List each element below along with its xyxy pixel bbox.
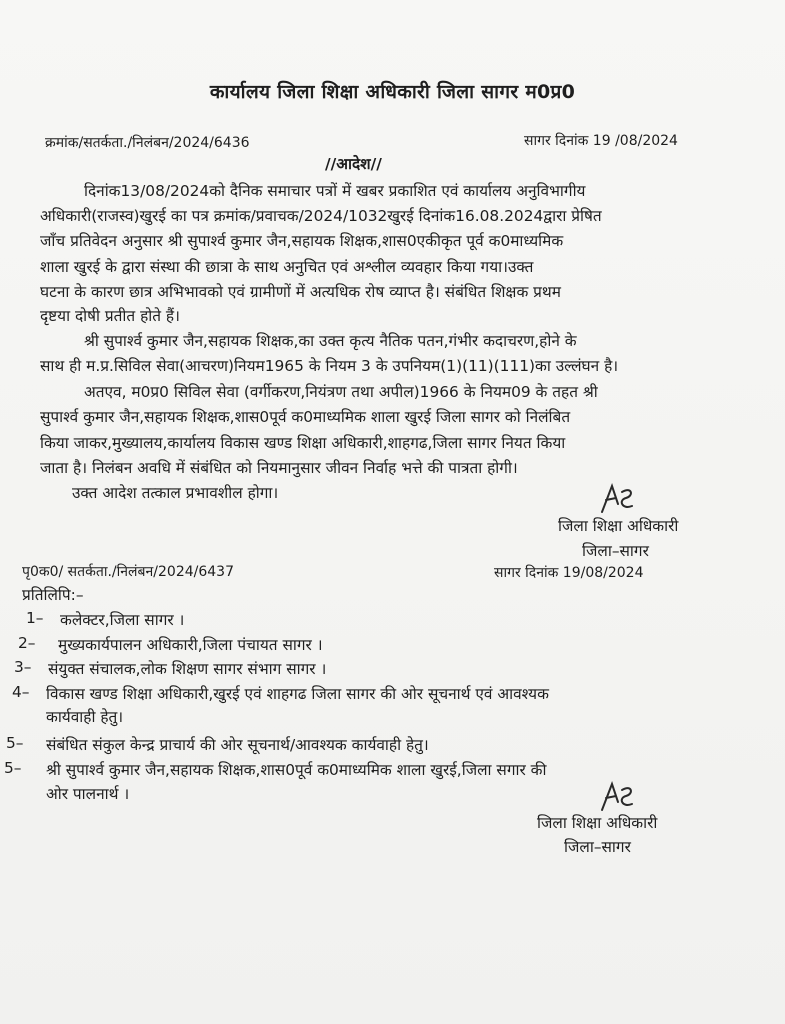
list-item: श्री सुपार्श्व कुमार जैन,सहायक शिक्षक,शास0पूर्व क0माध्यमिक शाला खुरई,जिला सगार की bbox=[46, 761, 547, 779]
list-item: संबंधित संकुल केन्द्र प्राचार्य की ओर सूचनार्थ/आवश्यक कार्यवाही हेतु। bbox=[46, 736, 429, 754]
list-item: विकास खण्ड शिक्षा अधिकारी,खुरई एवं शाहगढ जिला सागर की ओर सूचनार्थ एवं आवश्यक bbox=[46, 685, 549, 703]
list-item: संयुक्त संचालक,लोक शिक्षण सागर संभाग सागर । bbox=[48, 660, 327, 678]
order-effective-line: उक्त आदेश तत्काल प्रभावशील होगा। bbox=[72, 484, 279, 502]
copy-heading: प्रतिलिपि:– bbox=[22, 586, 84, 604]
list-item-number: 5– bbox=[6, 734, 24, 752]
list-item-number: 4– bbox=[12, 683, 30, 701]
paragraph-line: सुपार्श्व कुमार जैन,सहायक शिक्षक,शास0पूर्व क0माध्यमिक शाला खुरई जिला सागर को निलंबित bbox=[40, 408, 571, 426]
list-item-continuation: कार्यवाही हेतु। bbox=[46, 708, 124, 726]
paragraph-line: दिनांक13/08/2024को दैनिक समाचार पत्रों में खबर प्रकाशित एवं कार्यालय अनुविभागीय bbox=[84, 182, 586, 200]
signatory-district: जिला–सागर bbox=[564, 838, 631, 856]
copy-reference-number: पृ0क0/ सतर्कता./निलंबन/2024/6437 bbox=[22, 564, 234, 580]
paragraph-line: अतएव, म0प्र0 सिविल सेवा (वर्गीकरण,नियंत्रण तथा अपील)1966 के नियम09 के तहत श्री bbox=[84, 383, 598, 401]
signatory-district: जिला–सागर bbox=[582, 542, 649, 560]
list-item: कलेक्टर,जिला सागर । bbox=[60, 611, 185, 629]
paragraph-line: जाँच प्रतिवेदन अनुसार श्री सुपार्श्व कुमार जैन,सहायक शिक्षक,शास0एकीकृत पूर्व क0माध्यमिक bbox=[40, 232, 564, 250]
list-item-continuation: ओर पालनार्थ । bbox=[46, 785, 130, 803]
order-heading: //आदेश// bbox=[325, 155, 382, 173]
signature-mark bbox=[598, 780, 638, 814]
order-reference-number: क्रमांक/सतर्कता./निलंबन/2024/6436 bbox=[45, 135, 250, 151]
paragraph-line: घटना के कारण छात्र अभिभावको एवं ग्रामीणों में अत्यधिक रोष व्याप्त है। संबंधित शिक्षक प्रथम bbox=[40, 283, 561, 301]
paragraph-line: श्री सुपार्श्व कुमार जैन,सहायक शिक्षक,का उक्त कृत्य नैतिक पतन,गंभीर कदाचरण,होने के bbox=[84, 332, 577, 350]
list-item-number: 5– bbox=[4, 759, 22, 777]
paragraph-line: साथ ही म.प्र.सिविल सेवा(आचरण)नियम1965 के नियम 3 के उपनियम(1)(11)(111)का उल्लंघन है। bbox=[40, 357, 619, 375]
signature-mark bbox=[598, 482, 638, 516]
copy-date: सागर दिनांक 19/08/2024 bbox=[494, 565, 644, 581]
paragraph-line: दृष्टया दोषी प्रतीत होते हैं। bbox=[40, 307, 180, 325]
paragraph-line: अधिकारी(राजस्व)खुरई का पत्र क्रमांक/प्रवाचक/2024/1032खुरई दिनांक16.08.2024द्वारा प्रेषित bbox=[40, 207, 602, 225]
list-item-number: 3– bbox=[14, 658, 32, 676]
paragraph-line: शाला खुरई के द्वारा संस्था की छात्रा के साथ अनुचित एवं अश्लील व्यवहार किया गया।उक्त bbox=[40, 258, 534, 276]
office-title: कार्यालय जिला शिक्षा अधिकारी जिला सागर म0प्र0 bbox=[209, 81, 576, 103]
order-date: सागर दिनांक 19 /08/2024 bbox=[524, 133, 678, 149]
list-item: मुख्यकार्यपालन अधिकारी,जिला पंचायत सागर । bbox=[58, 636, 323, 654]
list-item-number: 2– bbox=[18, 634, 36, 652]
signatory-designation: जिला शिक्षा अधिकारी bbox=[537, 814, 658, 832]
list-item-number: 1– bbox=[26, 609, 44, 627]
signatory-designation: जिला शिक्षा अधिकारी bbox=[558, 517, 679, 535]
paragraph-line: जाता है। निलंबन अवधि में संबंधित को नियमानुसार जीवन निर्वाह भत्ते की पात्रता होगी। bbox=[40, 459, 518, 477]
paragraph-line: किया जाकर,मुख्यालय,कार्यालय विकास खण्ड शिक्षा अधिकारी,शाहगढ,जिला सागर नियत किया bbox=[40, 434, 566, 452]
